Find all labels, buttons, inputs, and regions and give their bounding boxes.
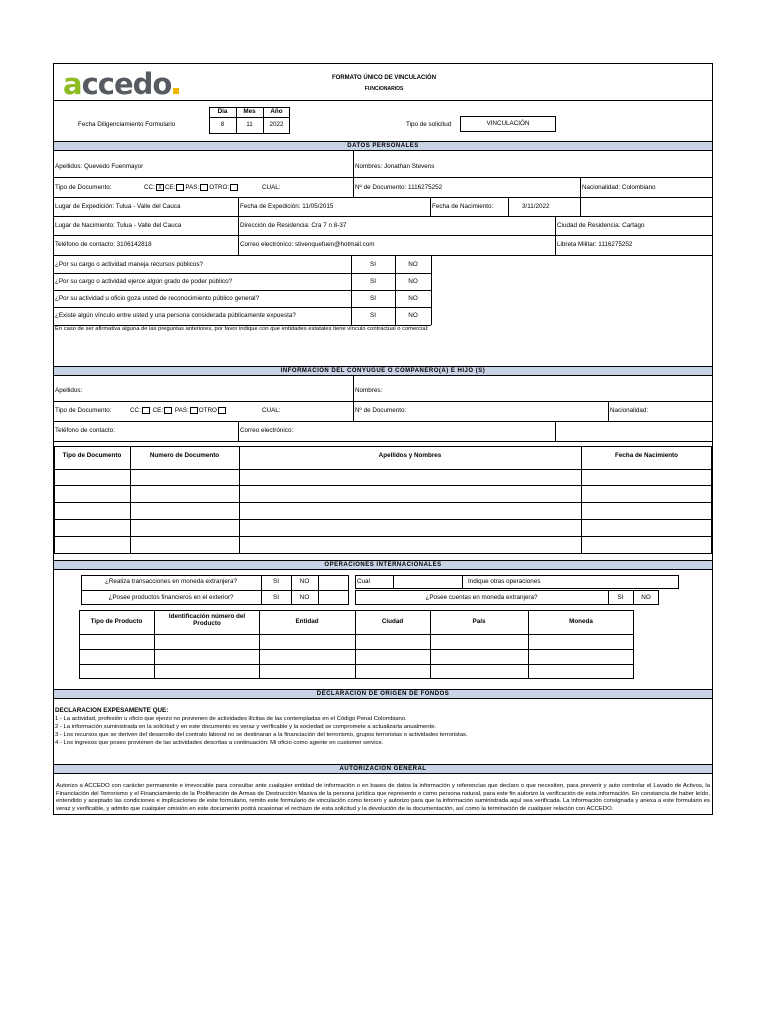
dia-label: Dia <box>217 108 228 115</box>
fecha-nac-value[interactable]: 3/11/2022 <box>522 203 550 210</box>
pep-no-3[interactable]: NO <box>408 295 418 302</box>
apellidos-value[interactable]: Apellidos: Quevedo Fuenmayor <box>55 163 144 170</box>
telefono-value[interactable]: Teléfono de contacto: 3106142818 <box>55 241 152 248</box>
fondos-line-4: 4 - Los ingresos que poseo provienen de las actividades descritas a continuación: Mi oficio como agente en customer service. <box>55 740 384 746</box>
hijos-header-numero: Numero de Documento <box>149 452 220 459</box>
fondos-title: DECLARACION EXPESAMENTE QUE: <box>55 707 169 714</box>
productos-header-ciudad: Ciudad <box>381 618 404 625</box>
conyuge-tipo-doc-label: Tipo de Documento: <box>55 407 112 414</box>
ciudad-value[interactable]: Ciudad de Residencia: Cartago <box>557 222 645 229</box>
form-frame <box>53 63 713 815</box>
fondos-line-2: 2 - La información suministrada en la solicitud y en este documento es veraz y verificable y la sociedad se compromete a actualizarla anualmente. <box>55 724 437 730</box>
tipo-doc-options: CC: X CE: PAS: OTRO: <box>144 184 239 192</box>
op-question-1: ¿Realiza transacciones en moneda extranjera? <box>105 578 237 585</box>
hijos-table <box>54 446 712 554</box>
conyuge-num-doc-label[interactable]: Nº de Documento: <box>355 407 407 414</box>
pep-si-2[interactable]: SI <box>370 278 376 285</box>
productos-header-tipo: Tipo de Producto <box>90 618 143 625</box>
section-autorizacion: AUTORIZACIÓN GENERAL <box>54 764 712 774</box>
otro-checkbox[interactable] <box>230 184 238 191</box>
lugar-nac-value[interactable]: Lugar de Nacimiento: Tulua - Valle del Cauca <box>55 222 182 229</box>
op-si-1[interactable]: SI <box>273 578 279 585</box>
conyuge-correo-label[interactable]: Correo electrónico: <box>240 427 294 434</box>
fecha-nac-label: Fecha de Nacimiento: <box>432 203 494 210</box>
hijos-header-nombres: Apellidos y Nombres <box>378 452 442 459</box>
conyuge-cual-label: CUAL: <box>262 407 281 414</box>
section-operaciones: OPERACIONES INTERNACIONALES <box>54 560 712 570</box>
section-fondos: DECLARACIÓN DE ORIGEN DE FONDOS <box>54 689 712 699</box>
direccion-value[interactable]: Dirección de Residencia: Cra 7 n 8-37 <box>240 222 347 229</box>
lugar-exp-value[interactable]: Lugar de Expedición: Tulua - Valle del Cauca <box>55 203 181 210</box>
libreta-value[interactable]: Libreta Militar: 1116275252 <box>557 241 633 248</box>
num-doc-value[interactable]: Nº de Documento: 1116275252 <box>355 184 443 191</box>
autorizacion-text: Autorizo a ACCEDO con carácter permanente e irrevocable para consultar ante cualquier entidad de información o en bases de datos la información y referencias que declaro o que necesiten, para prevenir y auto controlar el Lavado de Activos, la Financiación del Terrorismo y el Financiamiento de la Proliferación de Armas de Destrucción Masiva de la persona jurídica que represento o como persona natural, para este fin autorizo la verificación de esta información. En constancia de haber leído, entendido y aceptado las condiciones e implicaciones de este formulario, remito este formulario de vinculación como tercero y autorizo para que la información suministrada aquí sea verificada. La información consignada y anexa a este formulario es veraz y verificable, y admito que cualquier omisión en este documento podrá ocasionar el rechazo de esta solicitud y la devolución de la documentación, así como la terminación de cualquier relación con ACCEDO. <box>56 783 710 812</box>
nombres-value[interactable]: Nombres: Jonathan Stevens <box>355 163 435 170</box>
conyuge-nacionalidad-label[interactable]: Nacionalidad: <box>610 407 649 414</box>
pep-no-1[interactable]: NO <box>408 261 418 268</box>
fecha-exp-value[interactable]: Fecha de Expedición: 11/05/2015 <box>240 203 334 210</box>
op-cual-label: Cual <box>357 578 370 585</box>
conyuge-nombres-label[interactable]: Nombres: <box>355 387 383 394</box>
pep-si-1[interactable]: SI <box>370 261 376 268</box>
productos-header-identificacion: Identificación número del Producto <box>168 613 246 627</box>
pep-question-4: ¿Existe algún vínculo entre usted y una persona considerada públicamente expuesta? <box>55 312 296 319</box>
fondos-line-1: 1 - La actividad, profesión u oficio que ejerzo no provienen de actividades ilícitas de las contempladas en el Código Penal Colombiano. <box>55 716 407 722</box>
pep-question-2: ¿Por su cargo o actividad ejerce algún grado de poder público? <box>55 278 233 285</box>
fondos-line-3: 3 - Los recursos que se deriven del desarrollo del contrato laboral no se destinaran a la financiación del terrorismo, grupos terroristas o actividades terroristas. <box>55 732 468 738</box>
productos-header-moneda: Moneda <box>569 618 593 625</box>
op-no-1[interactable]: NO <box>299 578 310 585</box>
form-title: FORMATO ÚNICO DE VINCULACIÓN <box>331 75 437 81</box>
hijos-header-fecha: Fecha de Nacimiento <box>615 452 678 459</box>
nacionalidad-value[interactable]: Nacionalidad: Colombiano <box>582 184 656 191</box>
date-label: Fecha Diligenciamiento Formulario <box>78 121 176 128</box>
conyuge-pas-checkbox[interactable] <box>190 407 198 414</box>
dia-value[interactable]: 8 <box>220 121 225 128</box>
conyuge-ce-checkbox[interactable] <box>164 407 172 414</box>
accedo-logo: accedo <box>63 67 179 101</box>
op-si-2[interactable]: SI <box>273 594 279 601</box>
op-no-2[interactable]: NO <box>299 594 310 601</box>
section-datos-personales: DATOS PERSONALES <box>54 141 712 151</box>
productos-header-pais: País <box>472 618 486 625</box>
tipo-doc-label: Tipo de Documento: <box>55 184 112 191</box>
hijos-header-tipo: Tipo de Documento <box>62 452 122 459</box>
pas-checkbox[interactable] <box>200 184 208 191</box>
conyuge-telefono-label[interactable]: Teléfono de contacto: <box>55 427 115 434</box>
logo-text-rest: ccedo <box>81 67 172 101</box>
conyuge-apellidos-label[interactable]: Apellidos: <box>55 387 83 394</box>
section-conyuge: INFORMACION DEL CONYUGUE O COMPAÑERO(A) E HIJO (S) <box>54 366 712 376</box>
form-subtitle: FUNCIONARIOS <box>364 86 404 92</box>
productos-header-entidad: Entidad <box>295 618 319 625</box>
tipo-solicitud-value: VINCULACIÓN <box>486 120 530 127</box>
op-no-3[interactable]: NO <box>641 594 651 601</box>
mes-label: Mes <box>243 108 256 115</box>
pep-no-2[interactable]: NO <box>408 278 418 285</box>
ce-checkbox[interactable] <box>176 184 184 191</box>
ano-label: Año <box>270 108 283 115</box>
cual-label: CUAL: <box>262 184 281 191</box>
logo-dot-icon <box>173 88 179 94</box>
op-question-2: ¿Posee productos financieros en el exterior? <box>108 594 234 601</box>
pep-question-1: ¿Por su cargo o actividad maneja recursos públicos? <box>55 261 204 268</box>
conyuge-tipo-doc-options: CC: CE: PAS: OTRO <box>130 407 227 415</box>
pep-question-3: ¿Por su actividad u oficio goza usted de reconocimiento público general? <box>55 295 260 302</box>
pep-no-4[interactable]: NO <box>408 312 418 319</box>
pep-si-4[interactable]: SI <box>370 312 376 319</box>
pep-si-3[interactable]: SI <box>370 295 376 302</box>
cc-checkbox[interactable]: X <box>156 184 164 191</box>
conyuge-cc-checkbox[interactable] <box>142 407 150 414</box>
conyuge-otro-checkbox[interactable] <box>218 407 226 414</box>
pep-note: En caso de ser afirmativa alguna de las preguntas anteriores, por favor indique con que entidades estatales tiene vínculo contractual o comercial: <box>55 326 429 332</box>
mes-value[interactable]: 11 <box>246 121 253 128</box>
op-si-3[interactable]: SI <box>617 594 624 601</box>
op-question-3: ¿Posee cuentas en moneda extranjera? <box>425 594 538 601</box>
ano-value[interactable]: 2022 <box>269 121 284 128</box>
op-otras-label: Indique otras operaciones <box>468 578 541 585</box>
tipo-solicitud-label: Tipo de solicitud <box>406 121 452 128</box>
correo-value[interactable]: Correo electrónico: stivenquefuen@hotmail.com <box>240 241 375 248</box>
